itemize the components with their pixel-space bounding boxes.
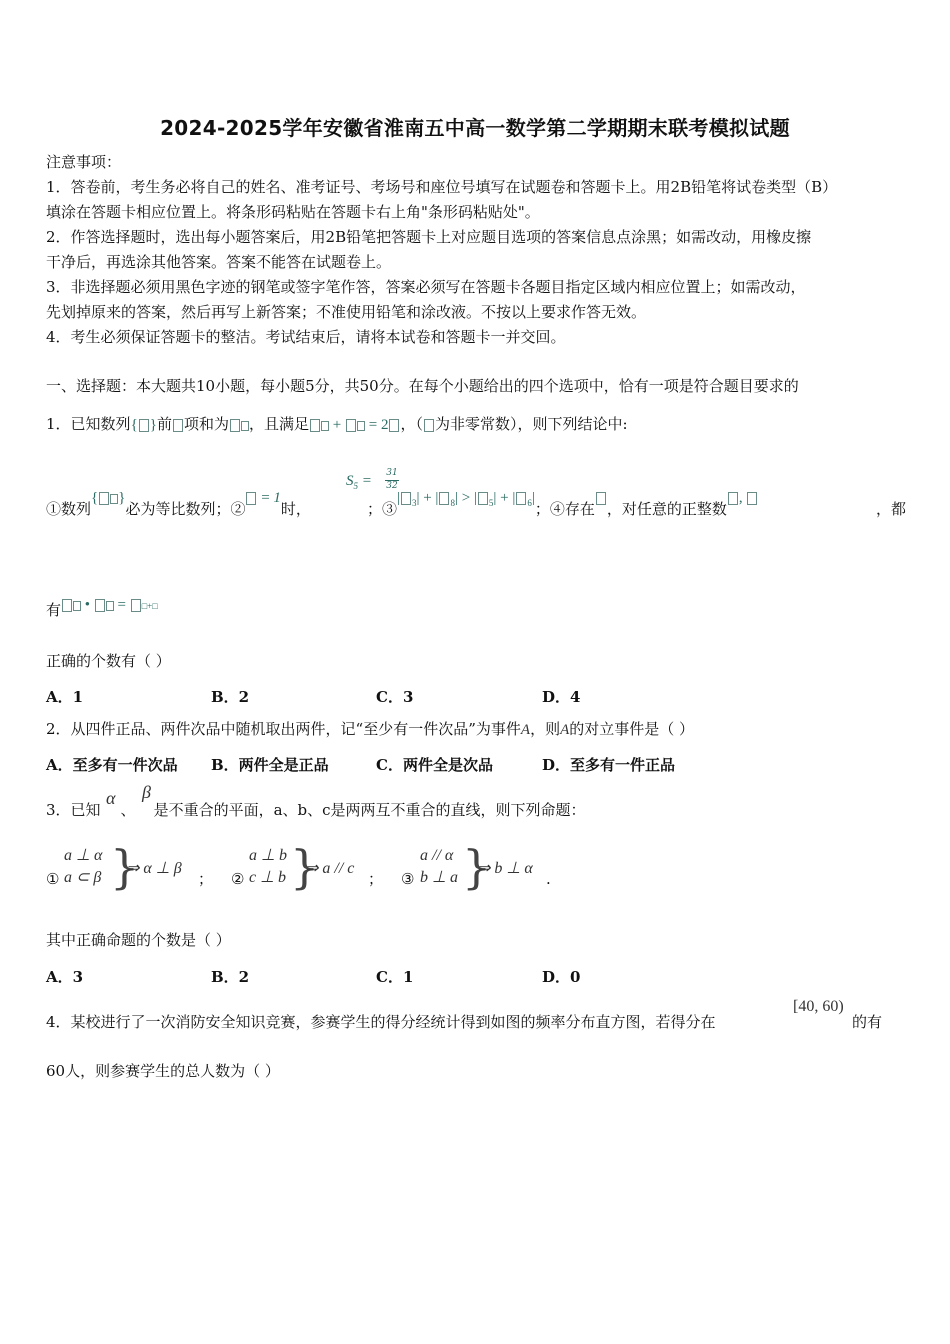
question-4-stem: 4．某校进行了一次消防安全知识竞赛，参赛学生的得分经统计得到如图的频率分布直方图，若得分在 <box>46 1013 716 1031</box>
question-1-prompt: 正确的个数有（ ） <box>46 652 171 670</box>
formula-k <box>596 492 606 505</box>
text: ；③ <box>366 500 397 518</box>
right-brace: } <box>462 840 492 894</box>
formula-n <box>173 419 183 432</box>
formula-event-a: A <box>560 722 570 738</box>
notice-line: 3．非选择题必须用黑色字迹的钢笔或签字笔作答，答案必须写在答题卡各题目指定区域内相应位置上；如需改动， <box>46 278 806 296</box>
question-number: 1． <box>46 415 71 433</box>
text: ，（ <box>400 415 423 433</box>
option-c[interactable]: C．两件全是次品 <box>376 756 493 774</box>
notice-line: 填涂在答题卡相应位置上。将条形码粘贴在答题卡右上角"条形码粘贴处"。 <box>46 203 540 221</box>
text: 为非零常数），则下列结论中: <box>434 415 628 433</box>
proposition-3-result: ⇒ b ⊥ α <box>477 860 533 877</box>
condition: c ⊥ b <box>249 869 287 886</box>
formula-event-a: A <box>520 722 531 738</box>
formula-m-n: , <box>727 490 759 506</box>
page-title: 2024-2025学年安徽省淮南五中高一数学第二学期期末联考模拟试题 <box>160 116 790 140</box>
text: ；④存在 <box>534 500 595 518</box>
option-d[interactable]: D．0 <box>542 968 581 986</box>
text: 、 <box>120 801 136 819</box>
text: 是不重合的平面，a、b、c是两两互不重合的直线，则下列命题： <box>153 801 586 819</box>
formula-fraction <box>385 468 399 491</box>
condition: a ⊥ b <box>249 847 287 864</box>
question-2-stem <box>46 720 694 740</box>
prop-number: ① <box>46 870 60 888</box>
formula-condition: + = 2 <box>309 417 400 433</box>
text: 2．从四件正品、两件次品中随机取出两件，记“至少有一件次品”为事件 <box>46 720 521 738</box>
text: 数列 <box>61 500 92 518</box>
proposition-1-result: ⇒ α ⊥ β <box>126 860 182 877</box>
formula-constant <box>424 419 434 432</box>
notice-heading: 注意事项： <box>46 153 122 171</box>
formula-beta: β <box>142 782 151 802</box>
question-1-statement-4 <box>46 597 158 622</box>
text: ，都 <box>875 500 906 518</box>
question-1-statements <box>46 490 906 525</box>
option-b[interactable]: B．2 <box>211 968 250 986</box>
formula-alpha: α <box>106 788 116 808</box>
notice-line: 先划掉原来的答案，然后再写上新答案；不准使用铅笔和涂改液。不按以上要求作答无效。 <box>46 303 647 321</box>
period: . <box>546 870 551 888</box>
notice-line: 1．答卷前，考生务必将自己的姓名、准考证号、考场号和座位号填写在试题卷和答题卡上。用2B铅笔将试卷类型（B） <box>46 178 838 196</box>
option-b[interactable]: B．2 <box>211 688 250 706</box>
question-number: 3．已知 <box>46 801 101 819</box>
option-b[interactable]: B．两件全是正品 <box>211 756 329 774</box>
right-brace: } <box>290 840 320 894</box>
text: ，且满足 <box>249 415 310 433</box>
right-brace: } <box>110 840 140 894</box>
text: 必为等比数列；② <box>125 500 246 518</box>
formula-sn <box>229 417 249 433</box>
formula-product: • = □+□ <box>61 597 158 613</box>
text: 有 <box>46 601 62 619</box>
fraction-denominator: 32 <box>386 481 398 491</box>
fraction-numerator: 31 <box>386 468 398 478</box>
prop-number: ③ <box>401 870 415 888</box>
condition: a ⊥ α <box>64 847 103 864</box>
formula-seq-an: { } <box>130 417 157 433</box>
text: ，对任意的正整数 <box>606 500 727 518</box>
formula-seq-an: { } <box>91 490 126 506</box>
option-a[interactable]: A．1 <box>46 688 84 706</box>
notice-line: 4．考生必须保证答题卡的整洁。考试结束后，请将本试卷和答题卡一并交回。 <box>46 328 566 346</box>
proposition-2-result: ⇒ a // c <box>305 860 355 877</box>
text: 前 <box>156 415 172 433</box>
text: 项和为 <box>183 415 229 433</box>
text: 的对立事件是（ ） <box>569 720 695 738</box>
option-c[interactable]: C．1 <box>376 968 414 986</box>
text: ，则 <box>530 720 561 738</box>
proposition-3-conditions <box>420 845 458 889</box>
formula-k-eq-1: = 1 <box>245 490 280 506</box>
text: 已知数列 <box>70 415 131 433</box>
proposition-1-conditions <box>64 845 102 889</box>
question-4-stem-end: 的有 <box>852 1013 883 1031</box>
question-4-prompt: 60人，则参赛学生的总人数为（ ） <box>46 1062 280 1080</box>
question-3-prompt: 其中正确命题的个数是（ ） <box>46 931 231 949</box>
option-d[interactable]: D．4 <box>542 688 581 706</box>
option-c[interactable]: C．3 <box>376 688 414 706</box>
option-a[interactable]: A．至多有一件次品 <box>46 756 178 774</box>
formula-abs-inequality: | $_3$| + | $_8$| > | $_5$| + | $_6$| <box>396 490 535 508</box>
formula-s5: $S_5$ = <box>346 473 372 491</box>
section-heading: 一、选择题：本大题共10小题，每小题5分，共50分。在每个小题给出的四个选项中，恰有一项是符合题目要求的 <box>46 377 799 395</box>
prop-number: ② <box>231 870 245 888</box>
proposition-2-conditions <box>249 845 287 889</box>
question-3-stem <box>46 801 586 820</box>
separator: ； <box>198 870 214 888</box>
option-d[interactable]: D．至多有一件正品 <box>542 756 676 774</box>
condition: a ⊂ β <box>64 869 102 886</box>
formula-interval: [40, 60) <box>793 998 844 1015</box>
notice-line: 干净后，再选涂其他答案。答案不能答在试题卷上。 <box>46 253 392 271</box>
condition: a // α <box>420 847 454 864</box>
separator: ； <box>368 870 384 888</box>
condition: b ⊥ a <box>420 869 458 886</box>
option-a[interactable]: A．3 <box>46 968 84 986</box>
text: 时， <box>280 500 311 518</box>
text: ① <box>46 500 62 518</box>
notice-line: 2．作答选择题时，选出每小题答案后，用2B铅笔把答题卡上对应题目选项的答案信息点涂黑；如需改动，用橡皮擦 <box>46 228 812 246</box>
question-1-stem <box>46 415 628 435</box>
